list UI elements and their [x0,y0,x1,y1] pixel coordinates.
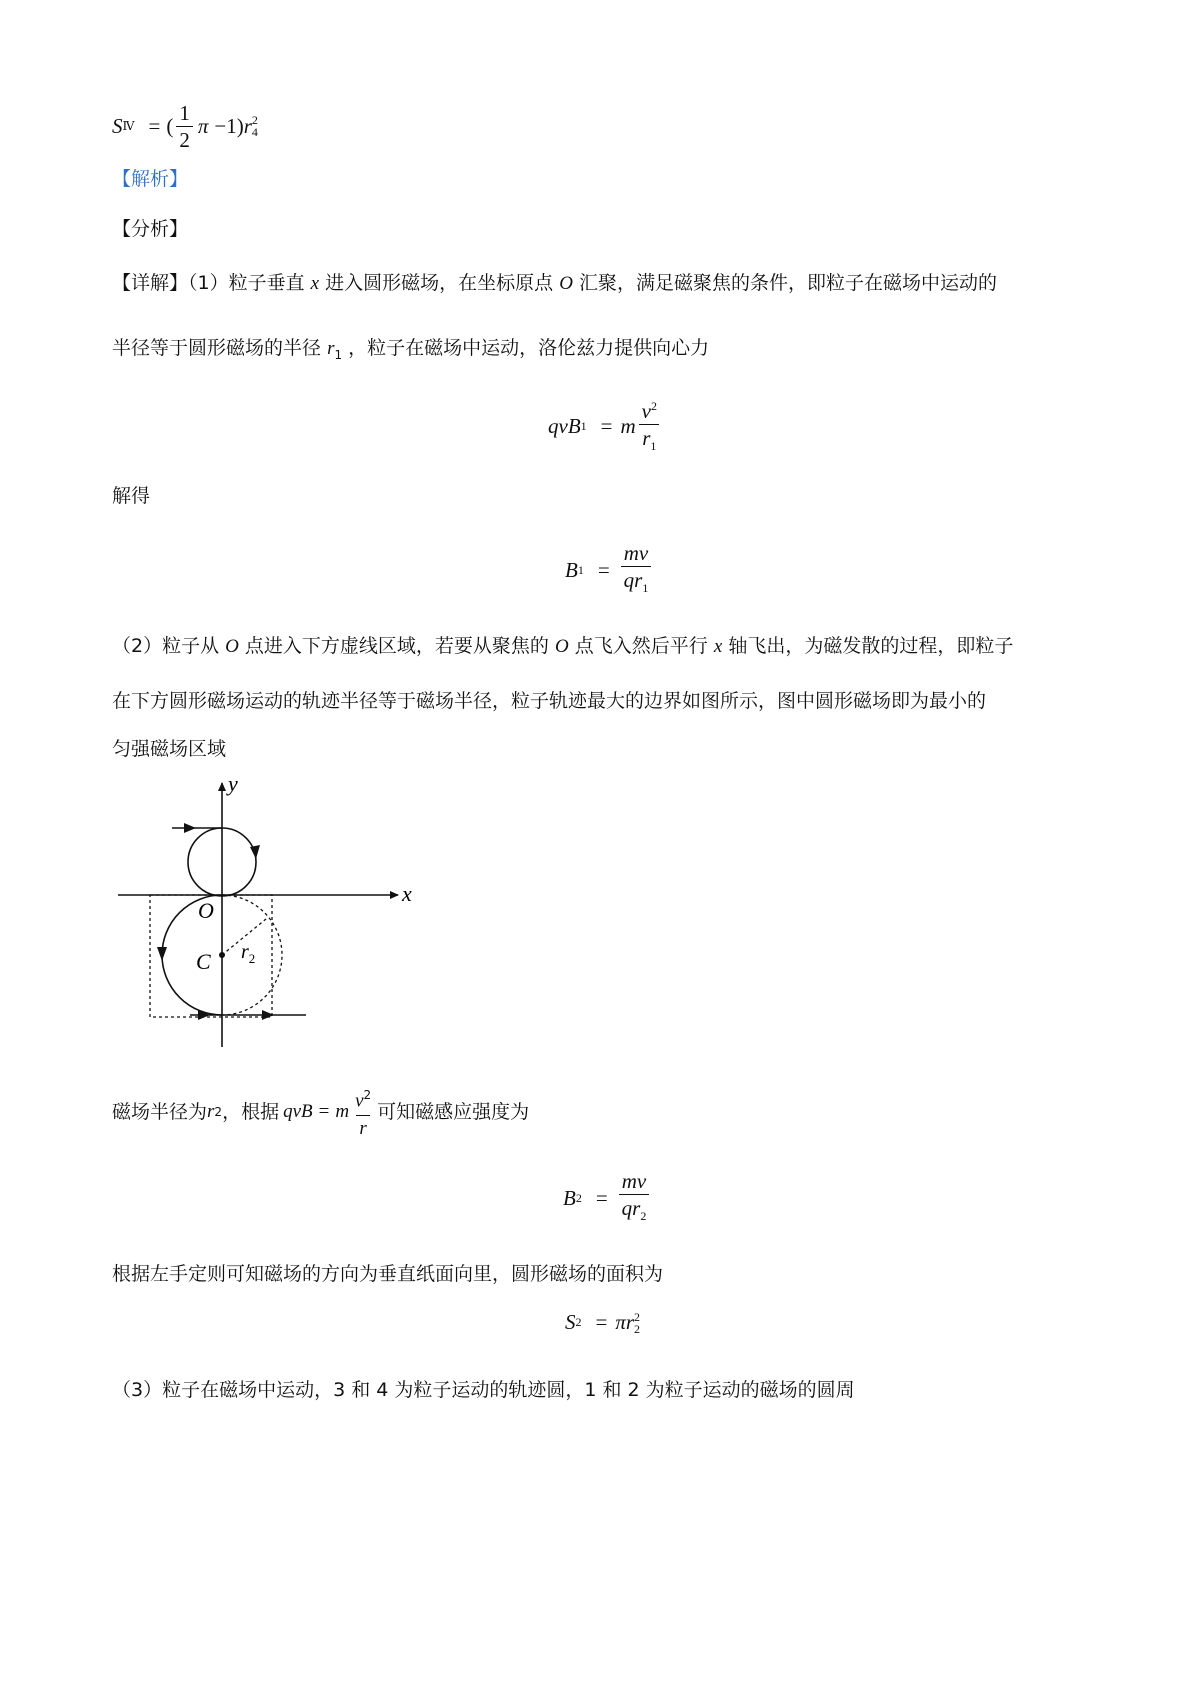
equation-s2: S 2 = πr 2 2 [565,1309,641,1336]
detail-para-5: （3）粒子在磁场中运动，3 和 4 为粒子运动的轨迹圆，1 和 2 为粒子运动的磁场的圆周 [112,1379,855,1401]
outgoing-arrow-icon-right [262,1010,274,1020]
equation-b1: B 1 = $\frac{mv}{qr_1}$ [565,542,654,599]
radius-label: $r_2$ [241,941,256,966]
outgoing-arrow-icon-left [198,1010,210,1020]
center-label: C [196,949,211,974]
detail-para-2-line-3: 匀强磁场区域 [112,738,227,760]
fenxi-label: 【分析】 [112,218,189,240]
detail-para-2-line-2: 在下方圆形磁场运动的轨迹半径等于磁场半径，粒子轨迹最大的边界如图所示，图中圆形磁场即为最小的 [112,690,987,712]
lower-circle-arrow-icon [157,947,167,961]
upper-circle-arrow-icon [250,845,260,859]
magnetic-field-diagram [110,775,430,1055]
jiexi-label: 【解析】 [112,168,189,190]
formula-area-s4: S Ⅳ = ( $\frac{1}{2}$ π −1) r 2 4 [112,100,258,152]
detail-para-3: 磁场半径为 r 2 ，根据 qvB = m $\frac{v^2}{r}$ 可知磁感应强度为 [112,1088,530,1139]
incoming-arrow-icon [184,823,196,833]
detail-para-2-line-1: （2）粒子从 O 点进入下方虚线区域，若要从聚焦的 O 点飞入然后平行 x 轴飞出，为磁发散的过程，即粒子 [112,635,1014,657]
origin-label: O [198,898,214,923]
equation-b2: B 2 = $\frac{mv}{qr_2}$ [563,1170,652,1227]
detail-para-1-line-2: 半径等于圆形磁场的半径 $r_1$ ，粒子在磁场中运动，洛伦兹力提供向心力 [112,337,710,362]
detail-para-4: 根据左手定则可知磁场的方向为垂直纸面向里，圆形磁场的面积为 [112,1263,664,1285]
fraction-half: $\frac{1}{2}$ [176,102,193,151]
equation-lorentz-force: qvB 1 = m $\frac{v^2}{r_1}$ [548,395,663,457]
jiede-text: 解得 [112,485,151,507]
detail-para-1-line-1: 【详解】（1）粒子垂直 x 进入圆形磁场，在坐标原点 O 汇聚，满足磁聚焦的条件，即粒子在磁场中运动的 [112,272,997,294]
x-axis-label: x [402,881,412,906]
y-axis-label: y [228,775,238,796]
